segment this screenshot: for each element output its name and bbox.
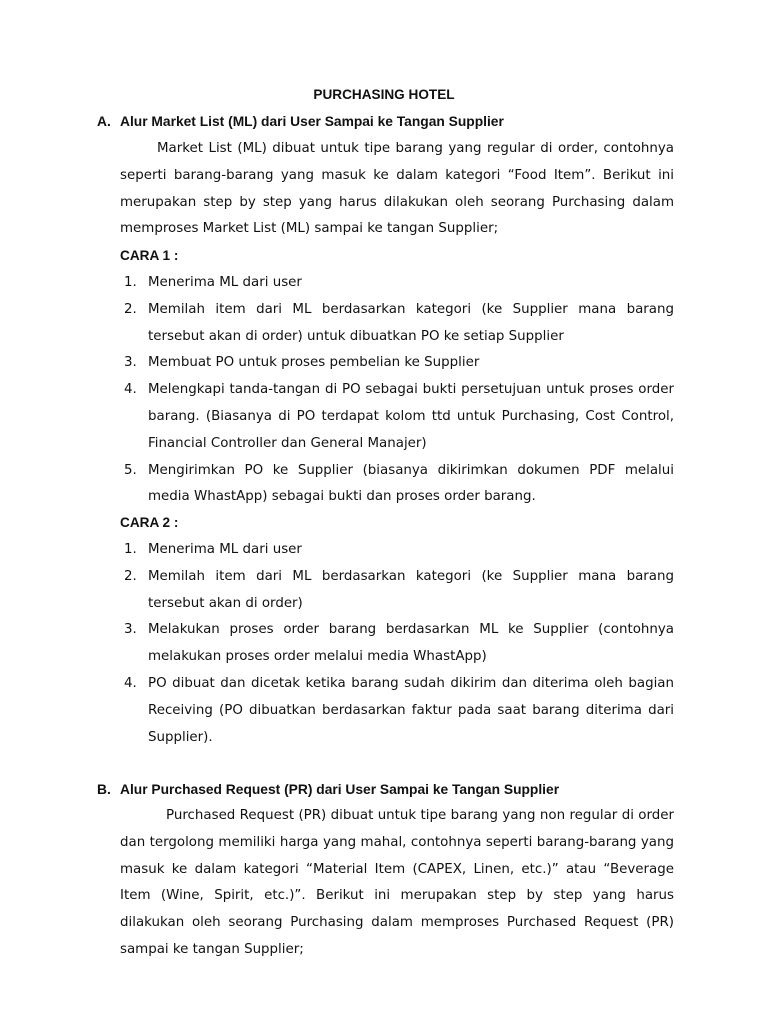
- list-item: 2. Memilah item dari ML berdasarkan kategori (ke Supplier mana barang tersebut akan di order) untuk dibuatkan PO ke setiap Supplier: [124, 301, 674, 344]
- section-a-heading: [97, 114, 504, 129]
- cara-1-label: CARA 1 :: [120, 248, 179, 263]
- section-a-letter: A.: [97, 114, 111, 129]
- list-item: 1. Menerima ML dari user: [124, 275, 302, 290]
- section-a-intro-text: Market List (ML) dibuat untuk tipe barang yang regular di order, contohnya seperti barang-barang yang masuk ke dalam kategori “Food Item”. Berikut ini merupakan step by step yang harus dilakukan oleh seorang Purchasing dalam memproses Market List (ML) sampai ke tangan Supplier;: [120, 141, 674, 237]
- section-b-letter: B.: [97, 782, 111, 797]
- cara-1-steps: [124, 270, 674, 511]
- document-title: PURCHASING HOTEL: [313, 87, 455, 102]
- cara-2-label: CARA 2 :: [120, 515, 179, 530]
- section-a-intro: [120, 136, 674, 243]
- list-item: 5. Mengirimkan PO ke Supplier (biasanya dikirimkan dokumen PDF melalui media WhastApp) sebagai bukti dan proses order barang.: [124, 462, 674, 505]
- list-item: 4. Melengkapi tanda-tangan di PO sebagai bukti persetujuan untuk proses order barang. (Biasanya di PO terdapat kolom ttd untuk Purchasing, Cost Control, Financial Controller dan General Manajer): [124, 382, 674, 451]
- list-item: 4. PO dibuat dan dicetak ketika barang sudah dikirim dan diterima oleh bagian Receiving (PO dibuatkan berdasarkan faktur pada saat barang diterima dari Supplier).: [124, 675, 674, 745]
- section-b-intro-text: Purchased Request (PR) dibuat untuk tipe barang yang non regular di order dan tergolong memiliki harga yang mahal, contohnya seperti barang-barang yang masuk ke dalam kategori “Material Item (CAPEX, Linen, etc.)” atau “Beverage Item (Wine, Spirit, etc.)”. Berikut ini merupakan step by step yang harus dilakukan oleh seorang Purchasing dalam memproses Purchased Request (PR) sampai ke tangan Supplier;: [120, 808, 674, 957]
- section-a-heading-text: Alur Market List (ML) dari User Sampai ke Tangan Supplier: [120, 114, 504, 129]
- list-item: 2. Memilah item dari ML berdasarkan kategori (ke Supplier mana barang tersebut akan di order): [124, 568, 674, 611]
- section-b-heading-text: Alur Purchased Request (PR) dari User Sampai ke Tangan Supplier: [120, 782, 560, 797]
- list-item: 1. Menerima ML dari user: [124, 542, 302, 557]
- section-b-intro: [120, 803, 674, 964]
- list-item: 3. Membuat PO untuk proses pembelian ke Supplier: [124, 355, 480, 371]
- section-b-heading: [97, 782, 559, 797]
- list-item: 3. Melakukan proses order barang berdasarkan ML ke Supplier (contohnya melakukan proses order melalui media WhastApp): [124, 622, 674, 665]
- cara-2-steps: [124, 537, 674, 751]
